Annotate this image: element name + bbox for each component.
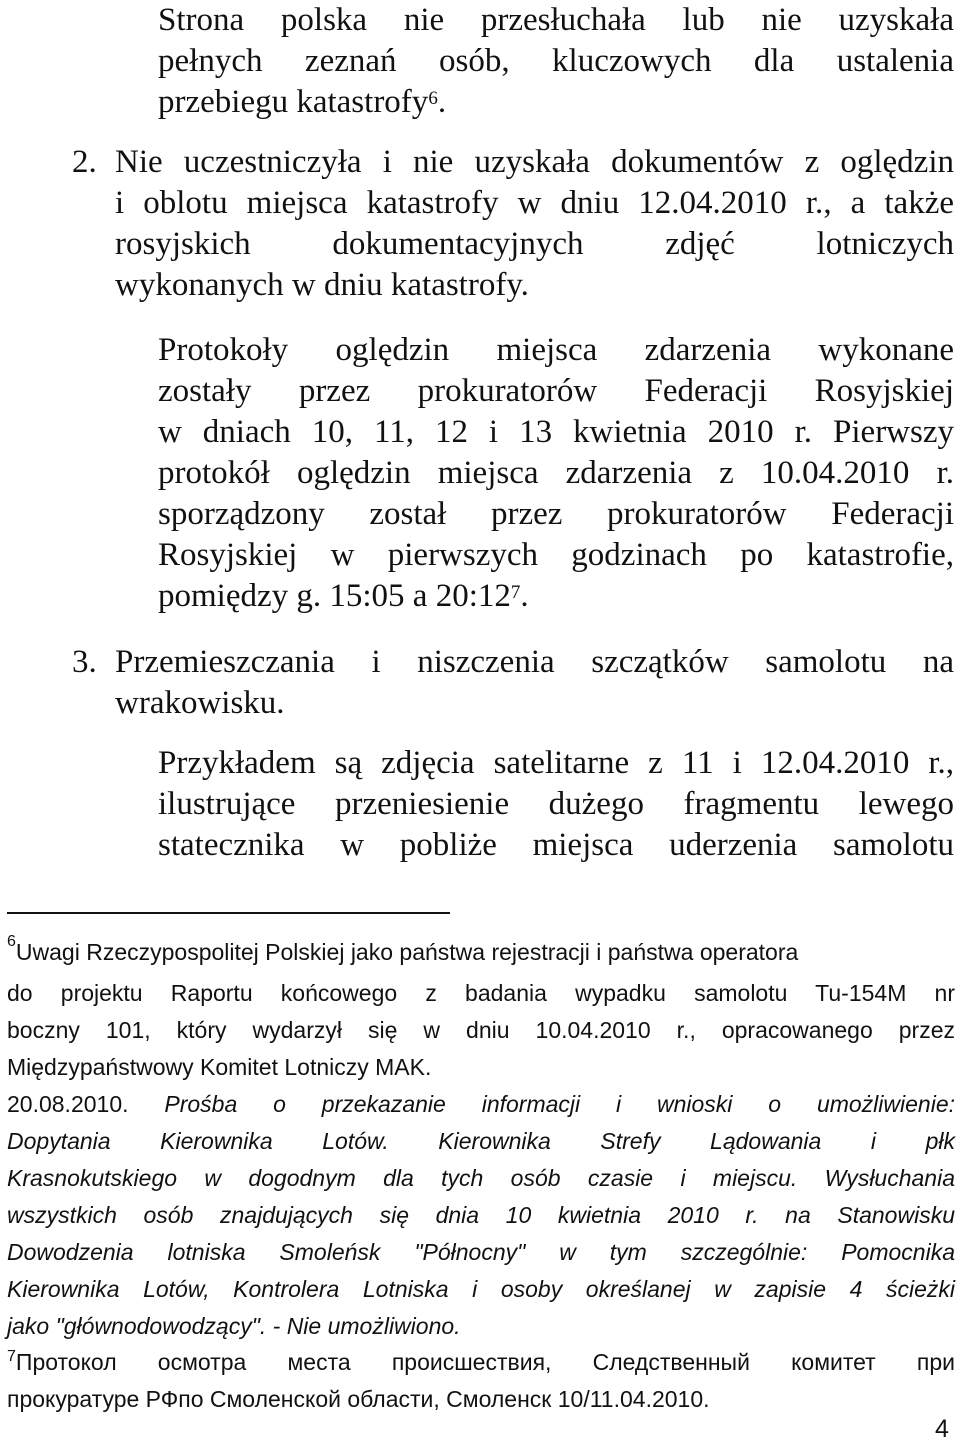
footnote-7	[7, 1344, 955, 1418]
list-item-line: rosyjskich dokumentacyjnych zdjęć lotniczych	[115, 226, 954, 262]
footnote-line: wszystkich osób znajdujących się dnia 10 kwietnia 2010 r. na Stanowisku	[7, 1202, 955, 1228]
paragraph-line: sporządzony został przez prokuratorów Federacji	[158, 496, 954, 532]
footnote-line: Kierownika Lotów, Kontrolera Lotniska i osoby określanej w zapisie 4 ścieżki	[7, 1276, 955, 1302]
footnote-line: 20.08.2010. Prośba o przekazanie informacji i wnioski o umożliwienie:	[7, 1091, 955, 1117]
paragraph-line: Rosyjskiej w pierwszych godzinach po katastrofie,	[158, 537, 954, 573]
footnote-ref-7[interactable]: 7	[510, 582, 521, 603]
footnote-number: 7	[7, 1348, 16, 1365]
list-item-line: Przemieszczania i niszczenia szczątków samolotu na	[115, 644, 954, 680]
paragraph-line: zostały przez prokuratorów Federacji Rosyjskiej	[158, 373, 954, 409]
footnote-line: do projektu Raportu końcowego z badania wypadku samolotu Tu-154M nr	[7, 980, 955, 1006]
footnote-line: прокуратуре РФпо Смоленской области, Смоленск 10/11.04.2010.	[7, 1386, 710, 1412]
list-item-2	[115, 142, 954, 306]
footnote-line: Dowodzenia lotniska Smoleńsk "Północny" w tym szczególnie: Pomocnika	[7, 1239, 955, 1265]
paragraph-line: Strona polska nie przesłuchała lub nie uzyskała	[158, 2, 954, 38]
paragraph-line: Protokoły oględzin miejsca zdarzenia wykonane	[158, 332, 954, 368]
footnote-separator	[7, 912, 450, 914]
paragraph-line: w dniach 10, 11, 12 i 13 kwietnia 2010 r. Pierwszy	[158, 414, 954, 450]
footnote-line: $^7$Протокол осмотра места происшествия, Следственный комитет при	[7, 1348, 955, 1375]
paragraph-line: statecznika w pobliże miejsca uderzenia samolotu	[158, 827, 954, 863]
protocols-paragraph	[158, 330, 954, 617]
item-number: 2.	[72, 144, 97, 180]
paragraph-top	[158, 0, 954, 123]
list-item-3	[115, 642, 954, 724]
footnote-6-body	[7, 975, 955, 1345]
page-number: 4	[935, 1415, 949, 1443]
item-number: 3.	[72, 644, 97, 680]
footnote-line: jako "głównodowodzący". - Nie umożliwiono.	[7, 1313, 461, 1339]
footnote-line: Dopytania Kierownika Lotów. Kierownika Strefy Lądowania i płk	[7, 1128, 955, 1154]
example-paragraph	[158, 743, 954, 866]
paragraph-line: pełnych zeznań osób, kluczowych dla ustalenia	[158, 43, 954, 79]
footnote-line: Międzypaństwowy Komitet Lotniczy MAK.	[7, 1054, 432, 1080]
paragraph-line: pomiędzy g. 15:05 a $20:12^7$.	[158, 578, 529, 614]
paragraph-line: Przykładem są zdjęcia satelitarne z 11 i 12.04.2010 r.,	[158, 745, 954, 781]
footnote-line: Krasnokutskiego w dogodnym dla tych osób czasie i miejscu. Wysłuchania	[7, 1165, 955, 1191]
date-link: 12.04.2010 r.	[638, 185, 824, 221]
footnote-ref-6[interactable]: 6	[428, 88, 438, 109]
list-item-line: wykonanych w dniu katastrofy.	[115, 267, 529, 303]
paragraph-line: ilustrujące przeniesienie dużego fragmentu lewego	[158, 786, 954, 822]
footnote-number: 6	[7, 933, 16, 950]
list-item-line: i oblotu miejsca katastrofy w dniu 12.04.2010 r., a także	[115, 185, 954, 221]
footnote-6-line: $^6$Uwagi Rzeczypospolitej Polskiej jako państwa rejestracji i państwa operatora	[7, 933, 799, 965]
list-item-line: wrakowisku.	[115, 685, 285, 721]
paragraph-line: protokół oględzin miejsca zdarzenia z 10.04.2010 r.	[158, 455, 954, 491]
paragraph-line: przebiegu katastrofy$^6$.	[158, 84, 447, 120]
list-item-line: Nie uczestniczyła i nie uzyskała dokumentów z oględzin	[115, 144, 954, 180]
footnote-line: boczny 101, który wydarzył się w dniu 10.04.2010 r., opracowanego przez	[7, 1017, 955, 1043]
